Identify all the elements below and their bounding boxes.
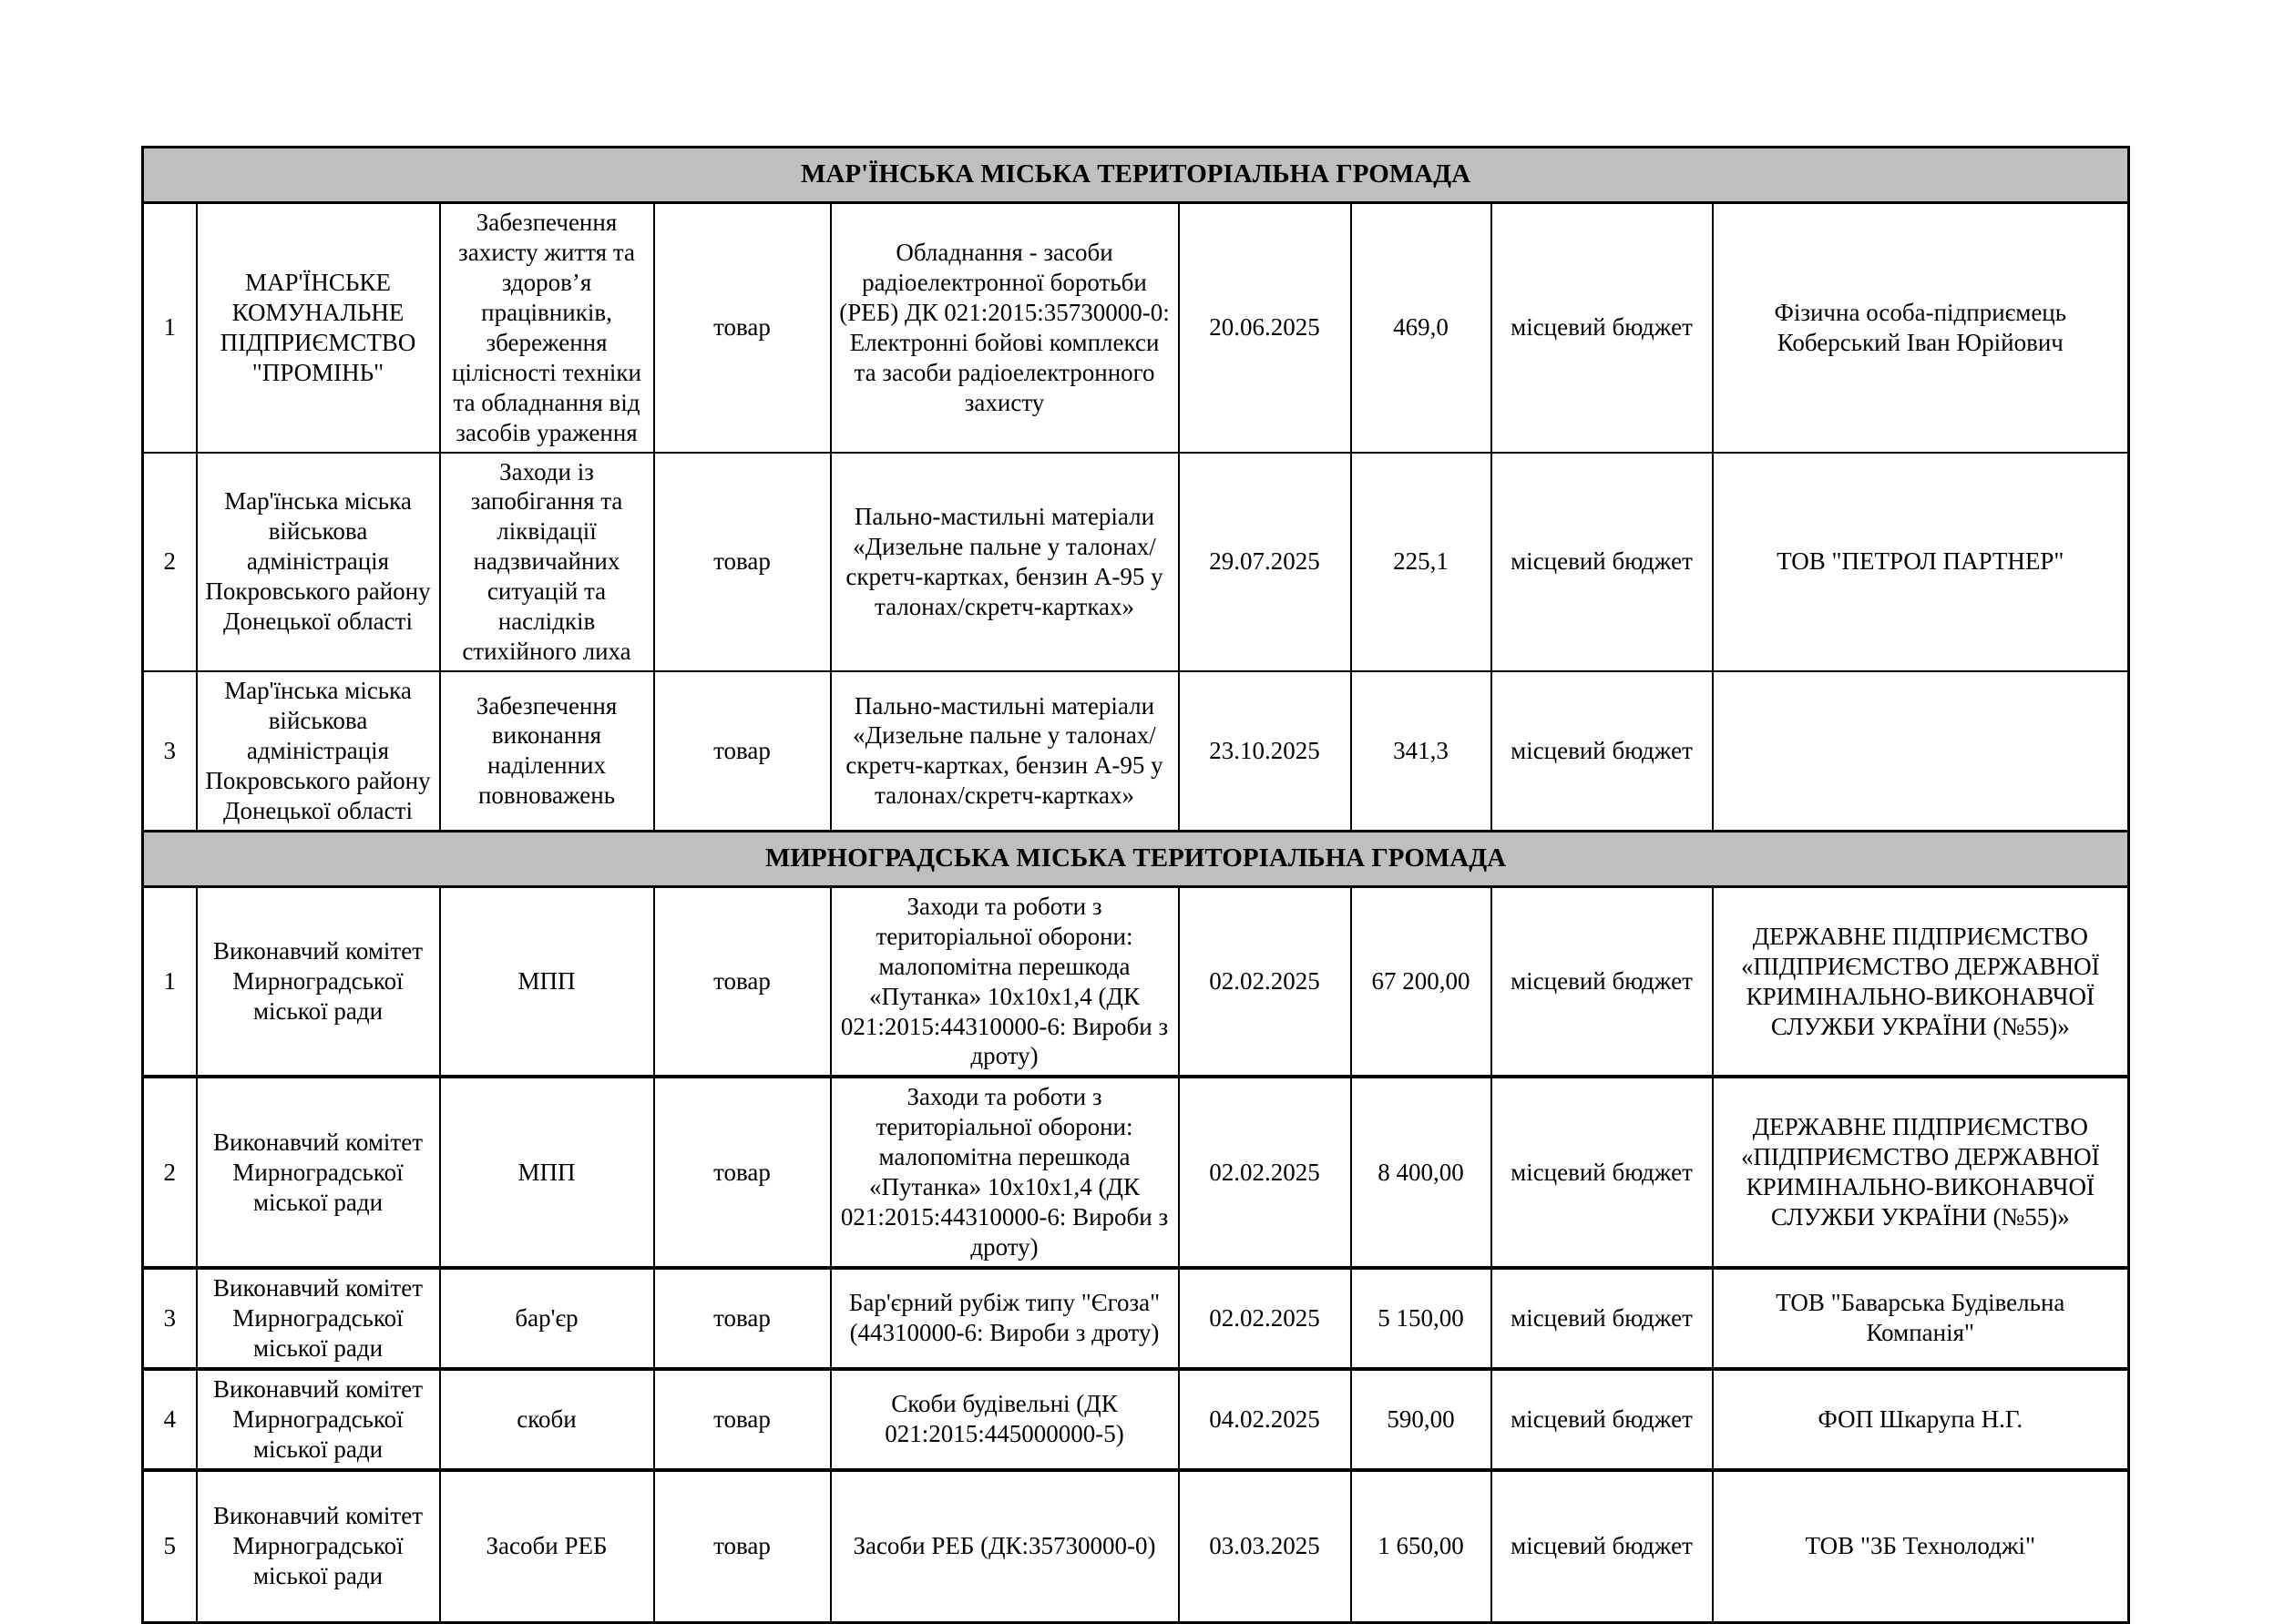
type-cell: товар — [654, 1369, 831, 1470]
item-cell: Бар'єрний рубіж типу "Єгоза" (44310000-6: Вироби з дроту) — [831, 1268, 1179, 1369]
item-cell: Обладнання - засоби радіоелектронної боротьби (РЕБ) ДК 021:2015:35730000-0: Електронні бойові комплекси та засоби радіоелектронного захисту — [831, 203, 1179, 453]
budget-cell: місцевий бюджет — [1491, 203, 1713, 453]
customer-cell: Виконавчий комітет Мирноградської міської ради — [197, 1470, 440, 1623]
date-cell: 20.06.2025 — [1179, 203, 1351, 453]
customer-cell: Виконавчий комітет Мирноградської міської ради — [197, 886, 440, 1077]
purpose-cell: МПП — [440, 886, 654, 1077]
supplier-cell: Фізична особа-підприємець Коберський Іван Юрійович — [1713, 203, 2129, 453]
date-cell: 29.07.2025 — [1179, 453, 1351, 672]
supplier-cell: ТОВ "Баварська Будівельна Компанія" — [1713, 1268, 2129, 1369]
date-cell: 02.02.2025 — [1179, 1077, 1351, 1268]
date-cell: 02.02.2025 — [1179, 886, 1351, 1077]
section-header-row — [143, 831, 2129, 886]
table-row — [143, 1268, 2129, 1369]
supplier-cell: ДЕРЖАВНЕ ПІДПРИЄМСТВО «ПІДПРИЄМСТВО ДЕРЖАВНОЇ КРИМІНАЛЬНО-ВИКОНАВЧОЇ СЛУЖБИ УКРАЇНИ (№55)» — [1713, 886, 2129, 1077]
amount-cell: 8 400,00 — [1351, 1077, 1491, 1268]
item-cell: Заходи та роботи з територіальної оборони: малопомітна перешкода «Путанка» 10х10х1,4 (ДК 021:2015:44310000-6: Вироби з дроту) — [831, 1077, 1179, 1268]
section-title: МИРНОГРАДСЬКА МІСЬКА ТЕРИТОРІАЛЬНА ГРОМАДА — [143, 831, 2129, 886]
purpose-cell: Засоби РЕБ — [440, 1470, 654, 1623]
num-cell: 3 — [143, 671, 197, 831]
section-title: МАР'ЇНСЬКА МІСЬКА ТЕРИТОРІАЛЬНА ГРОМАДА — [143, 148, 2129, 203]
purpose-cell: Забезпечення захисту життя та здоров’я працівників, збереження цілісності техніки та обладнання від засобів ураження — [440, 203, 654, 453]
supplier-cell: ТОВ "3Б Технолоджі" — [1713, 1470, 2129, 1623]
procurement-table-body — [143, 148, 2129, 1623]
table-row — [143, 886, 2129, 1077]
table-row — [143, 1077, 2129, 1268]
num-cell: 2 — [143, 1077, 197, 1268]
budget-cell: місцевий бюджет — [1491, 453, 1713, 672]
table-row — [143, 1369, 2129, 1470]
item-cell: Скоби будівельні (ДК 021:2015:445000000-5) — [831, 1369, 1179, 1470]
amount-cell: 1 650,00 — [1351, 1470, 1491, 1623]
item-cell: Засоби РЕБ (ДК:35730000-0) — [831, 1470, 1179, 1623]
type-cell: товар — [654, 671, 831, 831]
num-cell: 1 — [143, 886, 197, 1077]
date-cell: 04.02.2025 — [1179, 1369, 1351, 1470]
customer-cell: Виконавчий комітет Мирноградської міської ради — [197, 1369, 440, 1470]
type-cell: товар — [654, 203, 831, 453]
type-cell: товар — [654, 1077, 831, 1268]
supplier-cell — [1713, 671, 2129, 831]
procurement-table — [141, 146, 2130, 1624]
date-cell: 03.03.2025 — [1179, 1470, 1351, 1623]
purpose-cell: Заходи із запобігання та ліквідації надзвичайних ситуацій та наслідків стихійного лиха — [440, 453, 654, 672]
customer-cell: Мар'їнська міська військова адміністрація Покровського району Донецької області — [197, 453, 440, 672]
supplier-cell: ДЕРЖАВНЕ ПІДПРИЄМСТВО «ПІДПРИЄМСТВО ДЕРЖАВНОЇ КРИМІНАЛЬНО-ВИКОНАВЧОЇ СЛУЖБИ УКРАЇНИ (№55)» — [1713, 1077, 2129, 1268]
customer-cell: МАР'ЇНСЬКЕ КОМУНАЛЬНЕ ПІДПРИЄМСТВО "ПРОМІНЬ" — [197, 203, 440, 453]
table-row — [143, 453, 2129, 672]
date-cell: 02.02.2025 — [1179, 1268, 1351, 1369]
item-cell: Пально-мастильні матеріали «Дизельне пальне у талонах/скретч-картках, бензин А-95 у талонах/скретч-картках» — [831, 453, 1179, 672]
purpose-cell: Забезпечення виконання наділенних повноважень — [440, 671, 654, 831]
purpose-cell: скоби — [440, 1369, 654, 1470]
table-row — [143, 1470, 2129, 1623]
num-cell: 3 — [143, 1268, 197, 1369]
supplier-cell: ТОВ "ПЕТРОЛ ПАРТНЕР" — [1713, 453, 2129, 672]
type-cell: товар — [654, 453, 831, 672]
type-cell: товар — [654, 886, 831, 1077]
purpose-cell: МПП — [440, 1077, 654, 1268]
num-cell: 1 — [143, 203, 197, 453]
amount-cell: 67 200,00 — [1351, 886, 1491, 1077]
budget-cell: місцевий бюджет — [1491, 1470, 1713, 1623]
budget-cell: місцевий бюджет — [1491, 1369, 1713, 1470]
amount-cell: 341,3 — [1351, 671, 1491, 831]
item-cell: Пально-мастильні матеріали «Дизельне пальне у талонах/скретч-картках, бензин А-95 у талонах/скретч-картках» — [831, 671, 1179, 831]
amount-cell: 469,0 — [1351, 203, 1491, 453]
num-cell: 4 — [143, 1369, 197, 1470]
customer-cell: Виконавчий комітет Мирноградської міської ради — [197, 1268, 440, 1369]
amount-cell: 225,1 — [1351, 453, 1491, 672]
item-cell: Заходи та роботи з територіальної оборони: малопомітна перешкода «Путанка» 10х10х1,4 (ДК 021:2015:44310000-6: Вироби з дроту) — [831, 886, 1179, 1077]
date-cell: 23.10.2025 — [1179, 671, 1351, 831]
budget-cell: місцевий бюджет — [1491, 1268, 1713, 1369]
num-cell: 5 — [143, 1470, 197, 1623]
customer-cell: Мар'їнська міська військова адміністрація Покровського району Донецької області — [197, 671, 440, 831]
table-row — [143, 203, 2129, 453]
section-header-row — [143, 148, 2129, 203]
customer-cell: Виконавчий комітет Мирноградської міської ради — [197, 1077, 440, 1268]
table-row — [143, 671, 2129, 831]
budget-cell: місцевий бюджет — [1491, 886, 1713, 1077]
type-cell: товар — [654, 1268, 831, 1369]
amount-cell: 590,00 — [1351, 1369, 1491, 1470]
supplier-cell: ФОП Шкарупа Н.Г. — [1713, 1369, 2129, 1470]
budget-cell: місцевий бюджет — [1491, 1077, 1713, 1268]
type-cell: товар — [654, 1470, 831, 1623]
amount-cell: 5 150,00 — [1351, 1268, 1491, 1369]
purpose-cell: бар'єр — [440, 1268, 654, 1369]
num-cell: 2 — [143, 453, 197, 672]
budget-cell: місцевий бюджет — [1491, 671, 1713, 831]
